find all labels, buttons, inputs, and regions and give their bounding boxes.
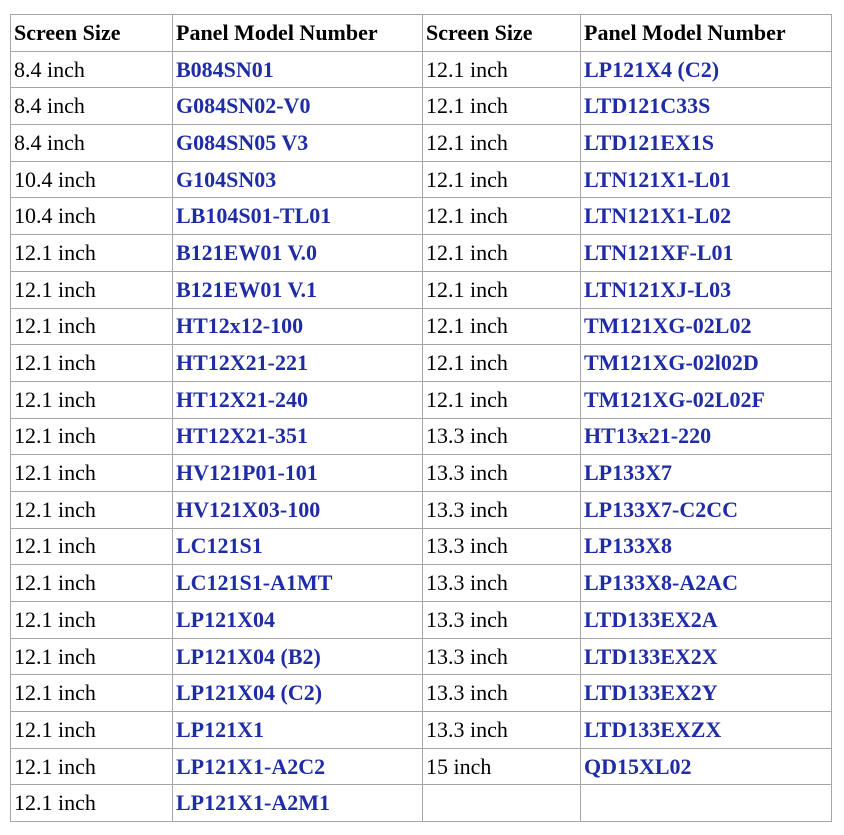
panel-model-right-cell: LP133X8-A2AC	[581, 565, 832, 602]
table-row	[11, 455, 832, 492]
screen-size-right-cell: 13.3 inch	[423, 528, 581, 565]
screen-size-left-cell: 10.4 inch	[11, 161, 173, 198]
table-row	[11, 712, 832, 749]
panel-model-right-cell: LTD121EX1S	[581, 125, 832, 162]
panel-model-right-cell: TM121XG-02L02F	[581, 381, 832, 418]
panel-model-right-cell: TM121XG-02L02	[581, 308, 832, 345]
header-panel-model-left: Panel Model Number	[173, 15, 423, 52]
panel-model-left-cell: B121EW01 V.0	[173, 235, 423, 272]
screen-size-left-cell: 12.1 inch	[11, 491, 173, 528]
panel-model-left-cell: LP121X1	[173, 712, 423, 749]
screen-size-right-cell: 12.1 inch	[423, 88, 581, 125]
screen-size-right-cell: 13.3 inch	[423, 418, 581, 455]
table-body	[11, 51, 832, 821]
table-row	[11, 271, 832, 308]
panel-model-left-cell: HV121P01-101	[173, 455, 423, 492]
screen-size-right-cell: 12.1 inch	[423, 308, 581, 345]
screen-size-right-cell: 12.1 inch	[423, 345, 581, 382]
screen-size-left-cell: 12.1 inch	[11, 418, 173, 455]
panel-model-left-cell: LP121X04	[173, 602, 423, 639]
panel-model-right-cell: LTN121XF-L01	[581, 235, 832, 272]
screen-size-right-cell: 13.3 inch	[423, 491, 581, 528]
panel-model-left-cell: HV121X03-100	[173, 491, 423, 528]
table-row	[11, 308, 832, 345]
panel-model-right-cell: LP133X7-C2CC	[581, 491, 832, 528]
header-screen-size-left: Screen Size	[11, 15, 173, 52]
panel-model-left-cell: HT12X21-351	[173, 418, 423, 455]
screen-size-right-cell: 12.1 inch	[423, 198, 581, 235]
screen-size-left-cell: 12.1 inch	[11, 565, 173, 602]
panel-model-left-cell: LP121X1-A2M1	[173, 785, 423, 822]
screen-size-right-cell: 15 inch	[423, 748, 581, 785]
panel-model-left-cell: G084SN05 V3	[173, 125, 423, 162]
screen-size-left-cell: 12.1 inch	[11, 271, 173, 308]
screen-size-left-cell: 12.1 inch	[11, 381, 173, 418]
panel-model-table	[10, 14, 832, 822]
table-row	[11, 161, 832, 198]
panel-model-right-cell: LTD133EX2A	[581, 602, 832, 639]
screen-size-right-cell: 13.3 inch	[423, 602, 581, 639]
screen-size-right-cell: 13.3 inch	[423, 675, 581, 712]
panel-model-right-cell: QD15XL02	[581, 748, 832, 785]
table-row	[11, 345, 832, 382]
screen-size-right-cell: 12.1 inch	[423, 125, 581, 162]
table-row	[11, 602, 832, 639]
panel-model-right-cell: TM121XG-02l02D	[581, 345, 832, 382]
screen-size-right-cell	[423, 785, 581, 822]
table-row	[11, 381, 832, 418]
screen-size-left-cell: 12.1 inch	[11, 308, 173, 345]
table-row	[11, 198, 832, 235]
screen-size-left-cell: 12.1 inch	[11, 638, 173, 675]
screen-size-left-cell: 12.1 inch	[11, 602, 173, 639]
panel-model-left-cell: LP121X04 (B2)	[173, 638, 423, 675]
table-row	[11, 748, 832, 785]
panel-model-right-cell: LTD133EX2X	[581, 638, 832, 675]
table-row	[11, 638, 832, 675]
panel-model-left-cell: B121EW01 V.1	[173, 271, 423, 308]
screen-size-left-cell: 8.4 inch	[11, 88, 173, 125]
table-row	[11, 418, 832, 455]
screen-size-left-cell: 12.1 inch	[11, 235, 173, 272]
table-row	[11, 491, 832, 528]
screen-size-left-cell: 8.4 inch	[11, 125, 173, 162]
table-row	[11, 235, 832, 272]
panel-model-left-cell: G104SN03	[173, 161, 423, 198]
table-row	[11, 785, 832, 822]
screen-size-left-cell: 12.1 inch	[11, 712, 173, 749]
screen-size-left-cell: 12.1 inch	[11, 748, 173, 785]
screen-size-left-cell: 12.1 inch	[11, 675, 173, 712]
table-row	[11, 51, 832, 88]
table-row	[11, 565, 832, 602]
screen-size-right-cell: 13.3 inch	[423, 638, 581, 675]
table-row	[11, 528, 832, 565]
panel-model-right-cell: HT13x21-220	[581, 418, 832, 455]
panel-model-left-cell: HT12X21-240	[173, 381, 423, 418]
panel-model-right-cell: LTD133EXZX	[581, 712, 832, 749]
table-row	[11, 675, 832, 712]
screen-size-left-cell: 8.4 inch	[11, 51, 173, 88]
screen-size-right-cell: 12.1 inch	[423, 161, 581, 198]
screen-size-right-cell: 12.1 inch	[423, 51, 581, 88]
panel-model-left-cell: HT12X21-221	[173, 345, 423, 382]
panel-model-right-cell: LTN121X1-L02	[581, 198, 832, 235]
header-row	[11, 15, 832, 52]
screen-size-right-cell: 12.1 inch	[423, 271, 581, 308]
panel-model-right-cell: LP133X8	[581, 528, 832, 565]
screen-size-right-cell: 13.3 inch	[423, 712, 581, 749]
panel-model-left-cell: LP121X04 (C2)	[173, 675, 423, 712]
screen-size-right-cell: 13.3 inch	[423, 565, 581, 602]
panel-model-right-cell: LP121X4 (C2)	[581, 51, 832, 88]
screen-size-right-cell: 13.3 inch	[423, 455, 581, 492]
panel-model-left-cell: LC121S1-A1MT	[173, 565, 423, 602]
table-row	[11, 88, 832, 125]
table-row	[11, 125, 832, 162]
panel-model-left-cell: LC121S1	[173, 528, 423, 565]
panel-model-right-cell: LP133X7	[581, 455, 832, 492]
screen-size-left-cell: 12.1 inch	[11, 345, 173, 382]
header-screen-size-right: Screen Size	[423, 15, 581, 52]
panel-model-left-cell: LP121X1-A2C2	[173, 748, 423, 785]
screen-size-right-cell: 12.1 inch	[423, 381, 581, 418]
screen-size-right-cell: 12.1 inch	[423, 235, 581, 272]
panel-model-right-cell	[581, 785, 832, 822]
panel-model-right-cell: LTD121C33S	[581, 88, 832, 125]
screen-size-left-cell: 10.4 inch	[11, 198, 173, 235]
panel-model-left-cell: G084SN02-V0	[173, 88, 423, 125]
screen-size-left-cell: 12.1 inch	[11, 785, 173, 822]
screen-size-left-cell: 12.1 inch	[11, 528, 173, 565]
screen-size-left-cell: 12.1 inch	[11, 455, 173, 492]
panel-model-left-cell: LB104S01-TL01	[173, 198, 423, 235]
panel-model-right-cell: LTD133EX2Y	[581, 675, 832, 712]
panel-model-right-cell: LTN121XJ-L03	[581, 271, 832, 308]
panel-model-right-cell: LTN121X1-L01	[581, 161, 832, 198]
header-panel-model-right: Panel Model Number	[581, 15, 832, 52]
panel-model-left-cell: B084SN01	[173, 51, 423, 88]
panel-model-left-cell: HT12x12-100	[173, 308, 423, 345]
